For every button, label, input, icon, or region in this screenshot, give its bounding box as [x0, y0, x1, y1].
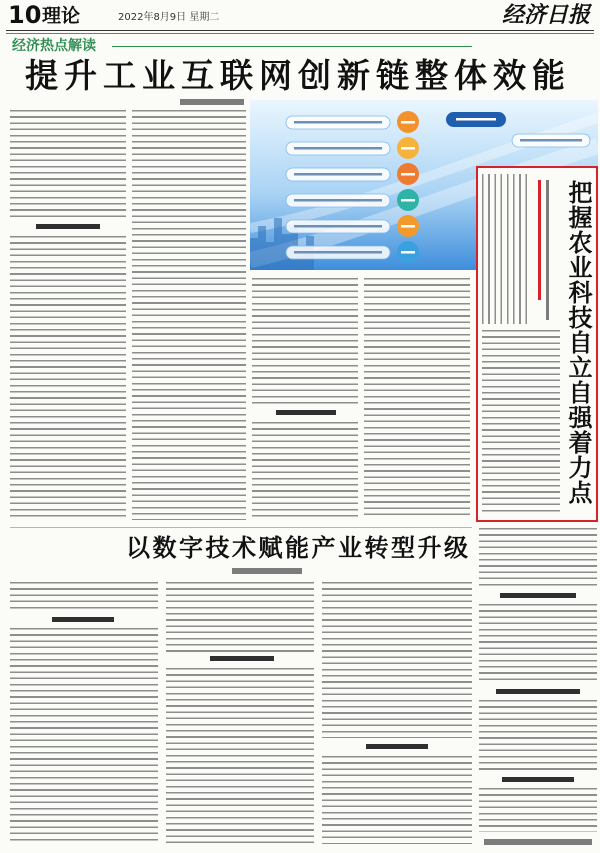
column-kicker: 经济热点解读 — [12, 38, 96, 54]
section-subhead — [366, 744, 428, 749]
infographic-value-text — [401, 121, 415, 124]
body-text-block — [132, 110, 246, 520]
section-subhead — [210, 656, 274, 661]
section-title: 理论 — [42, 5, 81, 27]
infographic-label-text — [520, 139, 582, 142]
newspaper-masthead: 经济日报 — [501, 2, 590, 28]
vertical-byline — [546, 180, 549, 320]
infographic-value-text — [401, 147, 415, 150]
article-headline-right: 把握农业科技自立自强着力点 — [564, 180, 592, 505]
body-text-block — [166, 668, 314, 844]
section-subhead — [36, 224, 100, 229]
body-text-block — [479, 700, 597, 772]
body-text-block — [252, 422, 358, 520]
article-byline-bottom — [232, 568, 302, 574]
article-separator — [10, 527, 472, 528]
body-text-block — [10, 628, 158, 844]
infographic-value-text — [401, 251, 415, 254]
infographic-label-text — [294, 121, 382, 124]
infographic-label-text — [294, 225, 382, 228]
infographic-tab-text — [456, 118, 496, 121]
body-text-block — [364, 278, 470, 520]
infographic-label-text — [294, 173, 382, 176]
body-text-block — [479, 528, 597, 588]
featured-article-box — [476, 166, 598, 522]
body-text-block — [479, 788, 597, 832]
body-text-block — [252, 278, 358, 404]
body-text-block — [322, 582, 472, 738]
body-text-block — [10, 110, 126, 218]
page-credits — [484, 839, 592, 845]
issue-date: 2022年8月9日 星期二 — [118, 12, 220, 23]
kicker-rule — [112, 46, 472, 47]
infographic-label-text — [294, 147, 382, 150]
body-text-block — [10, 236, 126, 520]
section-subhead — [502, 777, 574, 782]
infographic-value-text — [401, 199, 415, 202]
page-number: 10 — [8, 1, 42, 29]
article-headline-bottom: 以数字技术赋能产业转型升级 — [126, 534, 471, 562]
body-text-block — [166, 582, 314, 652]
section-subhead — [496, 689, 580, 694]
header-rule — [6, 30, 594, 31]
infographic-value-text — [401, 225, 415, 228]
section-subhead — [52, 617, 114, 622]
header-rule-thin — [6, 33, 594, 34]
vertical-body-text-block — [482, 174, 530, 324]
body-text-block — [10, 582, 158, 612]
section-subhead — [500, 593, 576, 598]
body-text-block — [479, 604, 597, 684]
article-byline-top — [180, 99, 244, 105]
body-text-block — [482, 330, 560, 514]
vertical-subhead — [538, 180, 541, 300]
section-subhead — [276, 410, 336, 415]
infographic-label-text — [294, 251, 382, 254]
body-text-block — [322, 756, 472, 844]
article-headline-top: 提升工业互联网创新链整体效能 — [25, 56, 571, 95]
infographic-value-text — [401, 173, 415, 176]
infographic-label-text — [294, 199, 382, 202]
